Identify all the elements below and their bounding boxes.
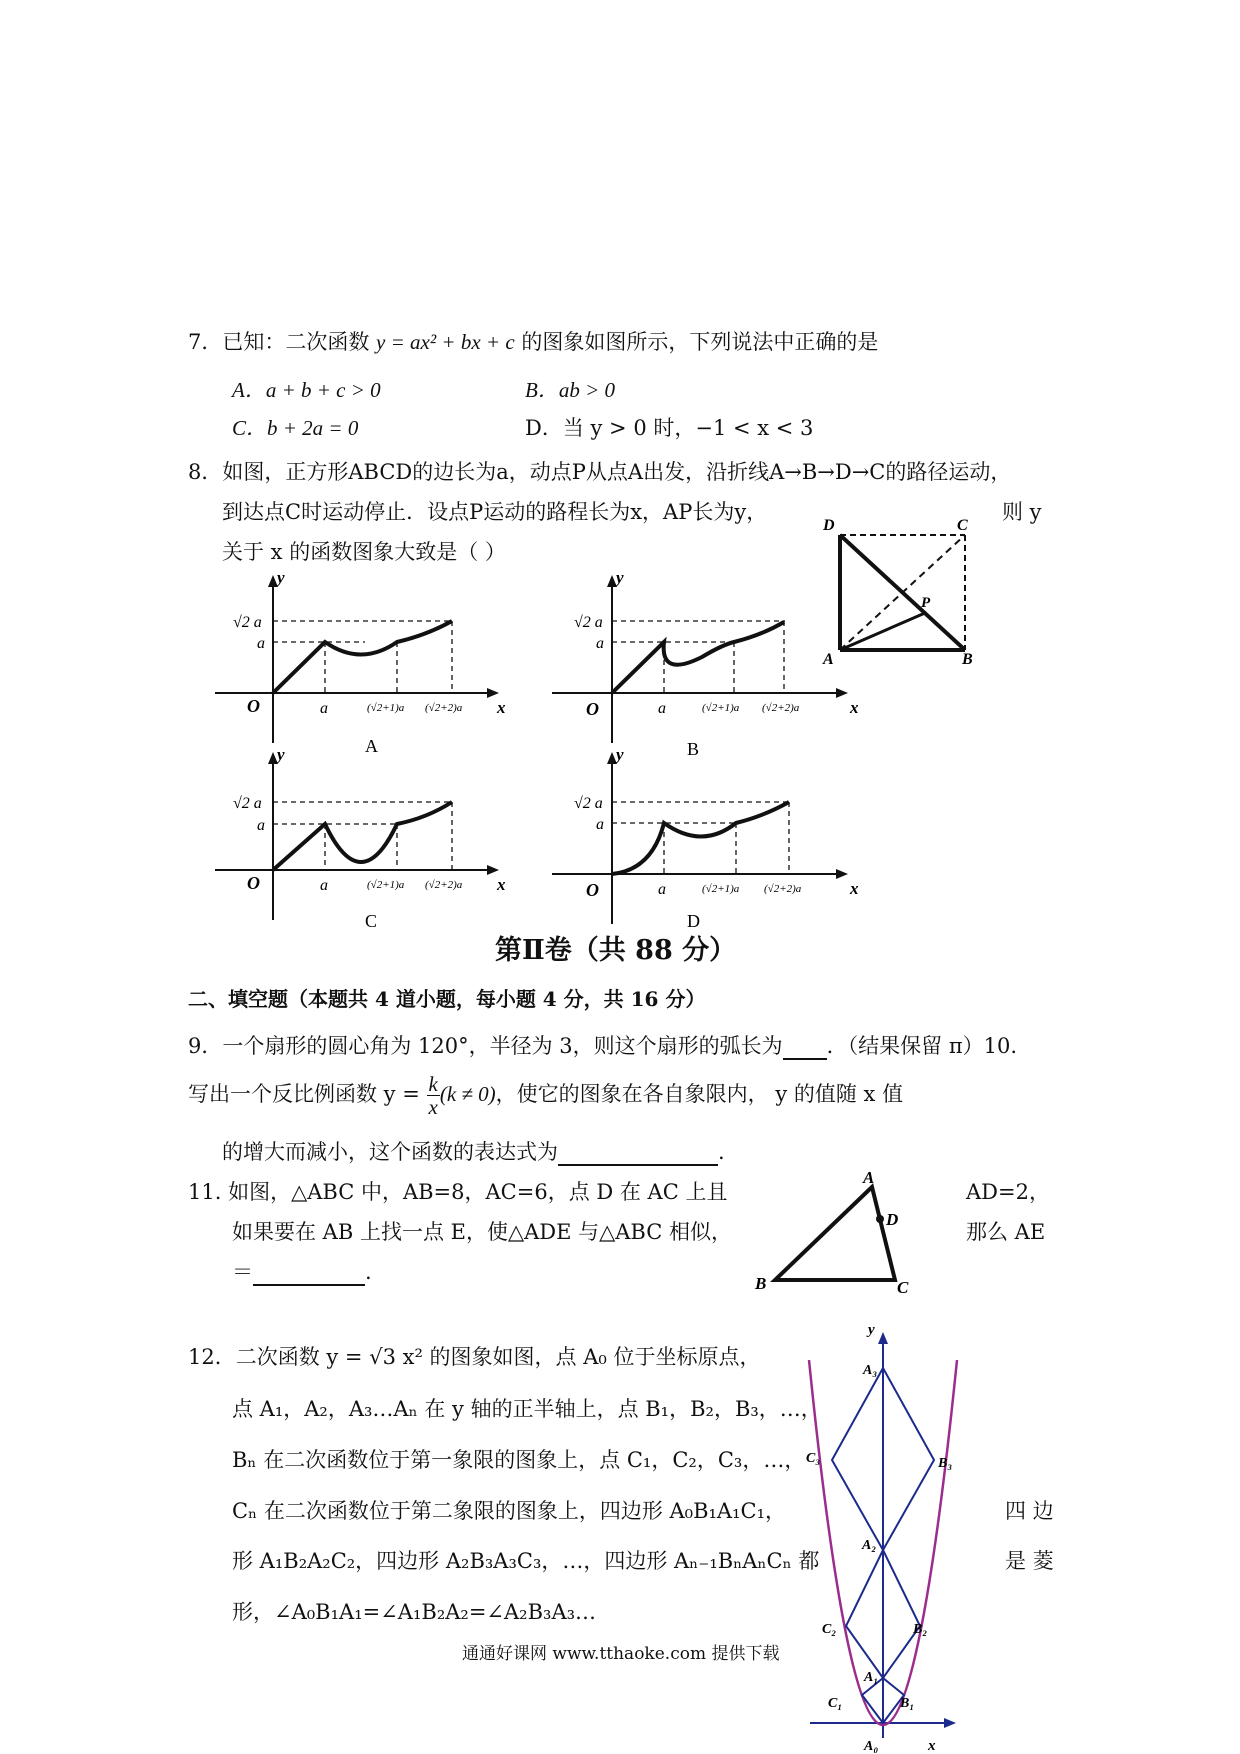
fig12-c3: C₃ xyxy=(806,1451,821,1466)
q7-option-c: C．b + 2a = 0 xyxy=(232,416,359,440)
graph-d-r2a: √2 a xyxy=(574,795,603,812)
q8-graph-b xyxy=(552,568,872,759)
graph-c-caption: C xyxy=(365,911,378,931)
graph-b-y-label: y xyxy=(616,568,624,587)
graph-c-x1: (√2+1)a xyxy=(367,879,405,891)
fig12-a3: A₃ xyxy=(863,1363,878,1378)
q11-line2-right: 那么 AE xyxy=(966,1220,1046,1244)
fig12-x-label: x xyxy=(928,1738,936,1754)
graph-c-r2a: √2 a xyxy=(233,795,262,812)
q12-line3: Bₙ 在二次函数位于第一象限的图象上，点 C₁，C₂，C₃，…， xyxy=(232,1448,806,1472)
square-label-p: P xyxy=(921,595,931,611)
tri-label-c: C xyxy=(897,1278,909,1297)
q8-line2-right: 则 y xyxy=(1002,500,1042,524)
graph-a-r2a: √2 a xyxy=(233,614,262,631)
fig12-b1: B₁ xyxy=(900,1696,915,1711)
q12-line5-right: 是 菱 xyxy=(1005,1549,1054,1573)
graph-c-a: a xyxy=(257,817,265,834)
graph-b-x1: (√2+1)a xyxy=(702,702,740,714)
graph-c-xa: a xyxy=(320,877,328,894)
graph-a-x2: (√2+2)a xyxy=(425,702,463,714)
graph-d-x2: (√2+2)a xyxy=(764,883,802,895)
q12-parabola-figure xyxy=(800,1322,970,1754)
graph-d-xa: a xyxy=(658,881,666,898)
graph-d-x1: (√2+1)a xyxy=(702,883,740,895)
graph-c-x-label: x xyxy=(497,875,506,894)
q12-line4-right: 四 边 xyxy=(1005,1499,1054,1523)
q8-graph-d xyxy=(552,745,872,932)
q11-triangle-figure xyxy=(755,1168,955,1305)
q7-option-d: D．当 y > 0 时，−1 < x < 3 xyxy=(525,416,814,440)
fig12-b3: B₃ xyxy=(938,1456,953,1471)
graph-a-origin: O xyxy=(247,696,260,716)
q7-option-a: A．a + b + c > 0 xyxy=(232,378,381,402)
graph-c-origin: O xyxy=(247,873,260,893)
q12-line6: 形，∠A₀B₁A₁=∠A₁B₂A₂=∠A₂B₃A₃… xyxy=(232,1600,597,1624)
q9-line: 9．一个扇形的圆心角为 120°，半径为 3，则这个扇形的弧长为 ．（结果保留 π）10. xyxy=(188,1034,1018,1058)
fig12-c2: C₂ xyxy=(822,1622,837,1637)
graph-a-y-label: y xyxy=(277,568,285,587)
fig12-y-label: y xyxy=(868,1322,875,1338)
graph-a-x-label: x xyxy=(497,698,506,717)
q10-answer-blank[interactable] xyxy=(558,1142,718,1166)
q10-line2: 的增大而减小，这个函数的表达式为 . xyxy=(222,1140,725,1164)
q11-line1: 11. 如图，△ABC 中，AB=8，AC=6，点 D 在 AC 上且 xyxy=(188,1180,728,1204)
fig12-b2: B₂ xyxy=(913,1622,928,1637)
q7-option-b: B．ab > 0 xyxy=(525,378,615,402)
q8-line2: 到达点C时运动停止．设点P运动的路程长为x，AP长为y， xyxy=(222,500,768,524)
graph-a-caption: A xyxy=(365,736,378,756)
fig12-c1: C₁ xyxy=(828,1696,843,1711)
tri-label-a: A xyxy=(863,1168,875,1187)
square-label-b: B xyxy=(962,651,973,668)
q10-fraction: $\frac{k}{x}$ xyxy=(428,1072,438,1119)
graph-d-y-label: y xyxy=(616,745,624,764)
q12-line2: 点 A₁，A₂，A₃…Aₙ 在 y 轴的正半轴上，点 B₁，B₂，B₃，…， xyxy=(232,1397,822,1421)
graph-d-origin: O xyxy=(586,880,599,900)
graph-b-x-label: x xyxy=(850,698,859,717)
q11-line1-right: AD=2， xyxy=(966,1180,1050,1204)
q11-line3: ＝ . xyxy=(232,1260,372,1284)
graph-b-caption: B xyxy=(687,739,700,759)
square-label-c: C xyxy=(957,517,968,534)
graph-a-a: a xyxy=(257,635,265,652)
fig12-a2: A₂ xyxy=(862,1538,877,1553)
graph-b-origin: O xyxy=(586,699,599,719)
q7-stem: 7．已知：二次函数 y = ax² + bx + c 的图象如图所示，下列说法中正确的是 xyxy=(188,330,879,354)
fig12-a1: A₁ xyxy=(864,1670,879,1685)
graph-b-x2: (√2+2)a xyxy=(762,702,800,714)
q10-line1: 写出一个反比例函数 y = $\frac{k}{x}$ (k ≠ 0)，使它的图象在各自象限内， y 的值随 x 值 xyxy=(188,1072,904,1119)
q9-answer-blank[interactable] xyxy=(783,1036,827,1060)
q8-line1: 8．如图，正方形ABCD的边长为a，动点P从点A出发，沿折线A→B→D→C的路径运动， xyxy=(188,460,1012,484)
part2-title: 第Ⅱ卷（共 88 分） xyxy=(495,935,737,966)
graph-a-x1: (√2+1)a xyxy=(367,702,405,714)
graph-d-caption: D xyxy=(687,911,700,931)
graph-d-x-label: x xyxy=(850,879,859,898)
q12-line1: 12．二次函数 y = √3 x² 的图象如图，点 A₀ 位于坐标原点， xyxy=(188,1345,761,1369)
q8-line3: 关于 x 的函数图象大致是（ ） xyxy=(222,540,506,564)
q8-graph-c xyxy=(215,745,535,932)
graph-c-x2: (√2+2)a xyxy=(425,879,463,891)
tri-label-d: D xyxy=(886,1210,899,1229)
graph-b-a: a xyxy=(596,635,604,652)
section-heading: 二、填空题（本题共 4 道小题，每小题 4 分，共 16 分） xyxy=(188,987,706,1011)
graph-d-a: a xyxy=(596,816,604,833)
square-label-d: D xyxy=(823,517,835,534)
q12-line5: 形 A₁B₂A₂C₂，四边形 A₂B₃A₃C₃，…，四边形 Aₙ₋₁BₙAₙCₙ 都 xyxy=(232,1549,820,1573)
q12-line4: Cₙ 在二次函数位于第二象限的图象上，四边形 A₀B₁A₁C₁， xyxy=(232,1499,787,1523)
q8-graph-a xyxy=(215,568,535,756)
graph-b-r2a: √2 a xyxy=(574,614,603,631)
q11-answer-blank[interactable] xyxy=(253,1262,365,1286)
square-label-a: A xyxy=(823,651,834,668)
q11-line2: 如果要在 AB 上找一点 E，使△ADE 与△ABC 相似， xyxy=(232,1220,732,1244)
fig12-a0: A₀ xyxy=(864,1739,879,1754)
page-footer: 通通好课网 www.tthaoke.com 提供下载 xyxy=(462,1644,780,1664)
graph-a-xa: a xyxy=(320,700,328,717)
tri-label-b: B xyxy=(755,1274,767,1293)
graph-b-xa: a xyxy=(658,700,666,717)
graph-c-y-label: y xyxy=(277,745,285,764)
